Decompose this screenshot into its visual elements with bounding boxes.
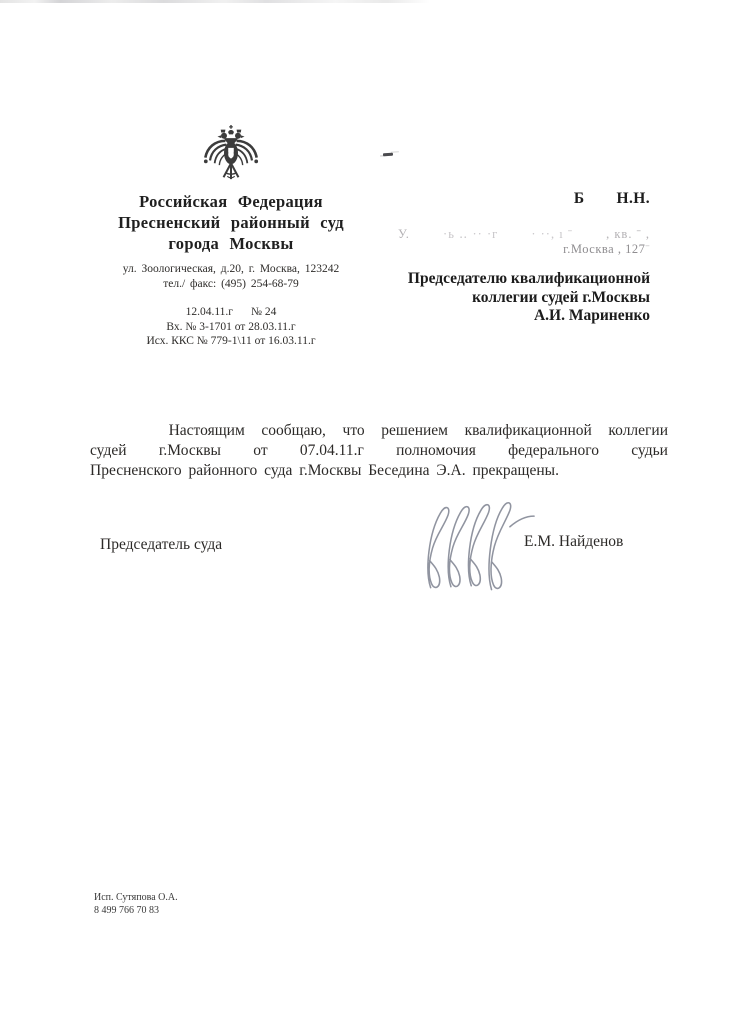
reference-numbers-block xyxy=(88,305,374,349)
erased-address-city-line xyxy=(348,242,650,257)
body-word: Настоящим xyxy=(168,422,245,439)
org-name-country: Российская Федерация xyxy=(139,192,323,211)
recipient-surname-initial: Б xyxy=(573,190,585,207)
incoming-reference: Вх. № 3-1701 от 28.03.11.г xyxy=(166,320,296,333)
erased-text-smudge: ·ь ‥ ·· ·г xyxy=(443,227,499,241)
body-word: г.Москвы xyxy=(158,442,221,459)
body-word: федерального xyxy=(508,442,599,459)
executor-name: Исп. Сутяпова О.А. xyxy=(94,892,178,903)
body-word: 07.04.11.г xyxy=(299,442,364,459)
letter-body xyxy=(90,421,668,481)
body-word: судей xyxy=(90,442,127,459)
body-word: судьи xyxy=(631,442,668,459)
addressee-title-line1: Председателю квалификационной xyxy=(407,270,650,287)
org-name-court: Пресненский районный суд xyxy=(118,213,344,232)
ink-dash-artifact xyxy=(383,153,393,157)
addressee-name: А.И. Мариненко xyxy=(533,307,650,324)
court-phone-fax: тел./ факс: (495) 254-68-79 xyxy=(163,278,299,290)
sender-header-block xyxy=(88,124,374,349)
signer-name: Е.М. Найденов xyxy=(524,533,624,550)
letter-date-number xyxy=(88,305,374,320)
signer-title: Председатель суда xyxy=(100,536,223,553)
addressee-block xyxy=(348,270,650,326)
body-word: квалификационной xyxy=(464,422,592,439)
court-address-block xyxy=(88,262,374,292)
recipient-block xyxy=(348,190,650,326)
scan-edge-artifact xyxy=(0,0,430,3)
recipient-name-line xyxy=(348,190,650,208)
signature-scribble-icon xyxy=(420,500,536,598)
body-line-2 xyxy=(90,441,668,461)
executor-footer xyxy=(94,891,178,917)
body-word: что xyxy=(342,422,365,439)
body-line-3: Пресненского районного суда г.Москвы Беседина Э.А. прекращены. xyxy=(90,462,559,479)
recipient-initials: Н.Н. xyxy=(616,190,650,207)
org-name-city: города Москвы xyxy=(168,234,294,253)
erased-text-smudge: · ··, ı ˉ xyxy=(531,227,573,241)
outgoing-reference: Исх. ККС № 779-1\11 от 16.03.11.г xyxy=(146,335,316,347)
body-word: от xyxy=(253,442,268,459)
court-street-address: ул. Зоологическая, д.20, г. Москва, 123242 xyxy=(122,263,340,275)
body-word: решением xyxy=(381,422,448,439)
executor-phone: 8 499 766 70 83 xyxy=(94,905,159,916)
paragraph-indent xyxy=(90,421,152,441)
erased-text-fragment: У. xyxy=(398,227,410,241)
erased-city-zip: г.Москва , 127 xyxy=(563,242,646,256)
body-word: коллегии xyxy=(608,422,668,439)
erased-address-line xyxy=(398,226,650,242)
body-line-1 xyxy=(90,421,668,441)
letter-date: 12.04.11.г xyxy=(185,306,234,318)
body-word: сообщаю, xyxy=(261,422,326,439)
letter-number: № 24 xyxy=(251,306,277,318)
russian-coat-of-arms-icon xyxy=(203,124,259,182)
erased-text-fragment: , кв. ˉ , xyxy=(606,227,650,241)
body-word: полномочия xyxy=(396,442,476,459)
erased-text-smudge: ˉ xyxy=(645,242,650,256)
addressee-title-line2: коллегии судей г.Москвы xyxy=(472,288,650,306)
